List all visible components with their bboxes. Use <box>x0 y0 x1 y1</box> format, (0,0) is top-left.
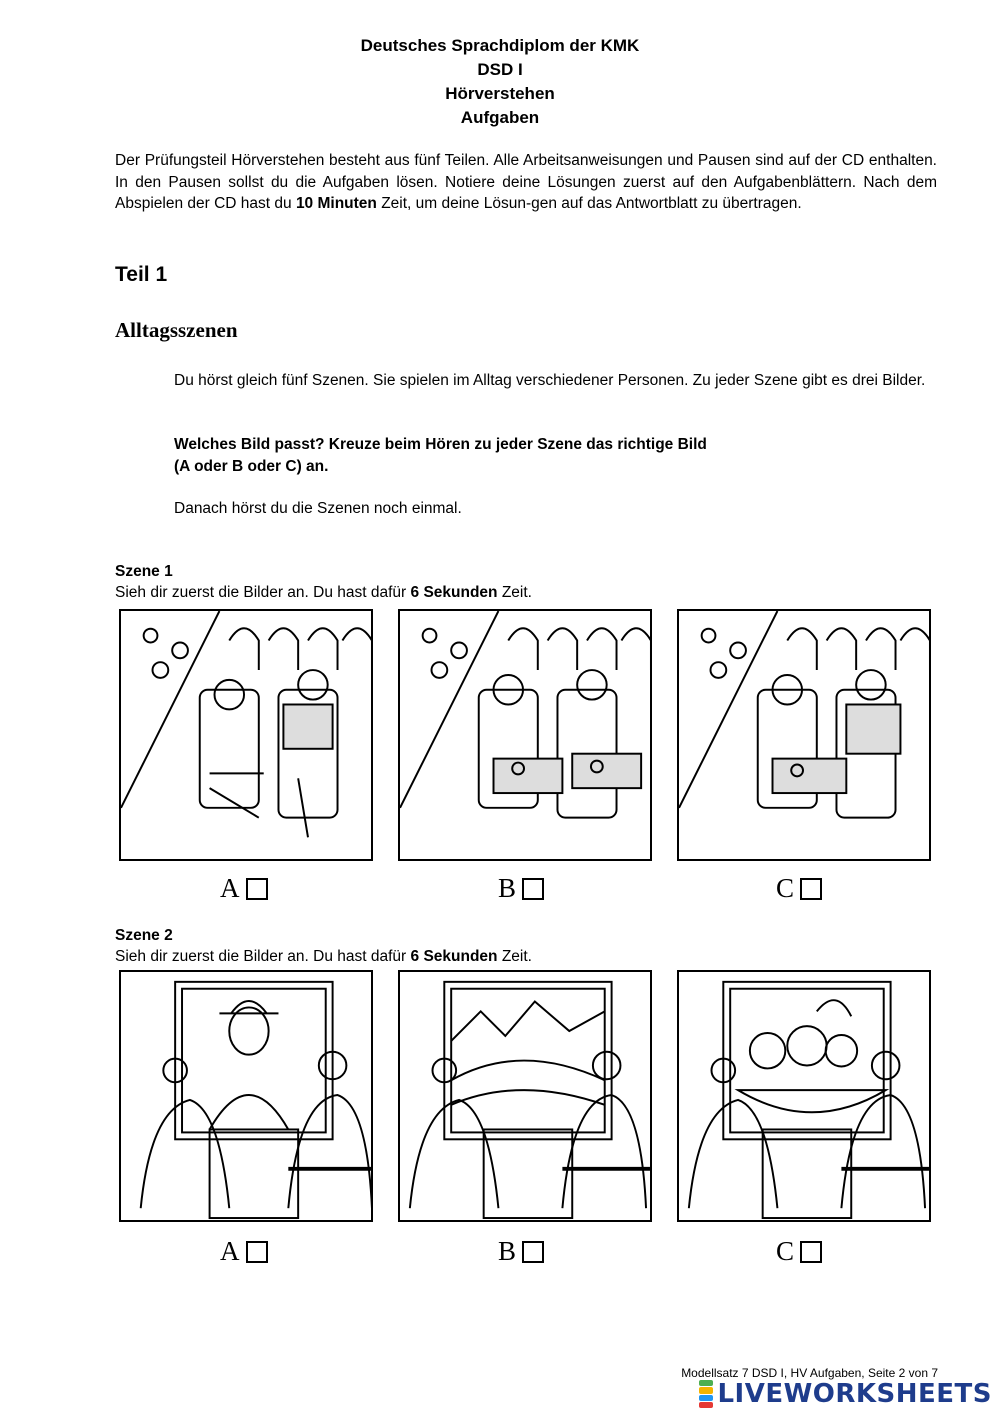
scene-2-option-c[interactable]: C <box>776 1236 822 1267</box>
liveworksheets-logo <box>699 1379 992 1409</box>
scene-1-picture-b <box>398 609 652 861</box>
scene-2-picture-c <box>677 970 931 1222</box>
scene-2-instruction: Sieh dir zuerst die Bilder an. Du hast dafür 6 Sekunden Zeit. <box>115 948 532 965</box>
section-title: Alltagsszenen <box>115 318 238 342</box>
page-footer: Modellsatz 7 DSD I, HV Aufgaben, Seite 2 von 7 <box>681 1366 938 1380</box>
scene-2-title: Szene 2 <box>115 927 173 944</box>
scene-2-picture-a <box>119 970 373 1222</box>
scene-1-picture-c <box>677 609 931 861</box>
header-skill: Hörverstehen <box>445 84 555 103</box>
checkbox[interactable] <box>246 878 268 900</box>
time-limit: 10 Minuten <box>295 195 377 212</box>
checkbox[interactable] <box>800 878 822 900</box>
logo-icon <box>699 1380 713 1408</box>
header-title: Deutsches Sprachdiplom der KMK <box>360 36 640 55</box>
scene-1-title: Szene 1 <box>115 563 173 580</box>
instruction-repeat: Danach hörst du die Szenen noch einmal. <box>174 500 462 517</box>
scene-1-instruction: Sieh dir zuerst die Bilder an. Du hast dafür 6 Sekunden Zeit. <box>115 584 532 601</box>
scene-1-option-c[interactable]: C <box>776 873 822 904</box>
header-level: DSD I <box>477 60 523 79</box>
intro-paragraph: Der Prüfungsteil Hörverstehen besteht aus fünf Teilen. Alle Arbeitsanweisungen und Pausen sind auf der CD enthalten. In den Pausen sollst du die Aufgaben lösen. Notiere deine Lösungen zuerst auf den Aufgabenblättern. Nach dem Abspielen der CD hast du 10 Minuten Zeit, um deine Lösun-gen auf das Antwortblatt zu übertragen. <box>115 152 937 212</box>
scene-1-option-b[interactable]: B <box>498 873 544 904</box>
brand-name: LIVEWORKSHEETS <box>717 1379 992 1409</box>
checkbox[interactable] <box>522 1241 544 1263</box>
scene-2-option-b[interactable]: B <box>498 1236 544 1267</box>
scene-1-option-a[interactable]: A <box>220 873 268 904</box>
checkbox[interactable] <box>246 1241 268 1263</box>
instruction-intro: Du hörst gleich fünf Szenen. Sie spielen im Alltag verschiedener Personen. Zu jeder Szene gibt es drei Bilder. <box>174 372 926 389</box>
header-subtitle: Aufgaben <box>460 108 540 127</box>
checkbox[interactable] <box>800 1241 822 1263</box>
scene-2-picture-b <box>398 970 652 1222</box>
instruction-task: Welches Bild passt? Kreuze beim Hören zu jeder Szene das richtige Bild (A oder B oder C) an. <box>174 436 707 475</box>
scene-1-picture-a <box>119 609 373 861</box>
scene-2-option-a[interactable]: A <box>220 1236 268 1267</box>
document-header <box>0 34 1000 130</box>
checkbox[interactable] <box>522 878 544 900</box>
part-title: Teil 1 <box>115 263 168 286</box>
